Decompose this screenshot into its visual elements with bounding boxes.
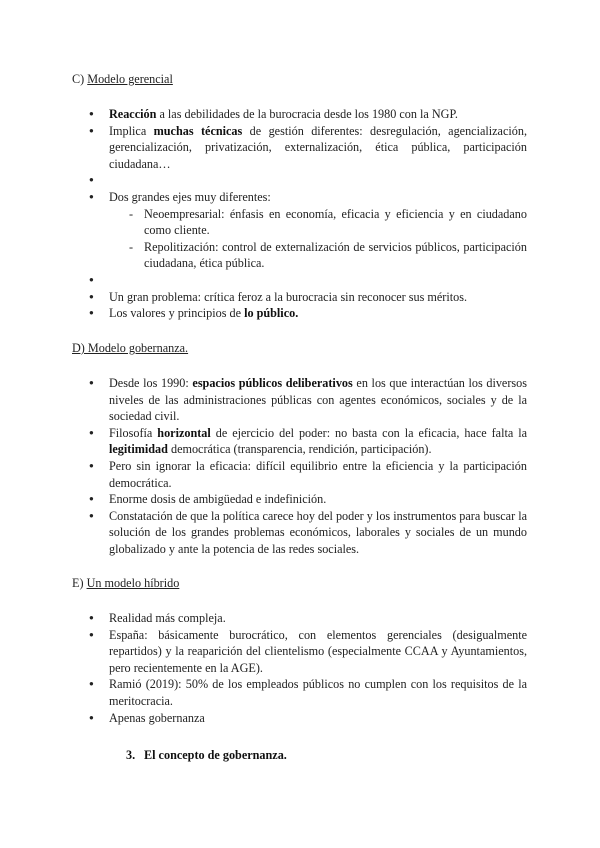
item-text: Implica (109, 123, 154, 138)
list-item (109, 710, 527, 727)
item-text: Los valores y principios de (109, 306, 245, 321)
spacer (109, 172, 527, 189)
section-c-heading (72, 71, 173, 88)
list-item (109, 305, 527, 322)
section-c-list (109, 106, 527, 322)
section-e-list (109, 610, 527, 726)
item-text: Apenas gobernanza (109, 710, 205, 725)
item-text: a las debilidades de la burocracia desde los 1980 con la NGP. (156, 107, 458, 121)
item-text: democrática (transparencia, rendición, participación). (167, 442, 432, 457)
list-item (109, 610, 527, 627)
section-3-heading (126, 747, 287, 764)
bold-text: legitimidad (109, 442, 168, 457)
bold-text: horizontal (157, 425, 211, 440)
list-item (109, 676, 527, 709)
item-text: Constatación de que la política carece hoy del poder y los instrumentos para buscar la solución de los grandes problemas económicos, laborales y sociales de un mundo globalizado y ante la potencia de las redes sociales. (109, 508, 527, 556)
section-e-heading (72, 575, 179, 592)
section-e-prefix: E) (72, 576, 87, 590)
list-item (109, 627, 527, 677)
section-e-title: Un modelo híbrido (86, 576, 180, 590)
item-text: Dos grandes ejes muy diferentes: (109, 189, 271, 204)
list-item (109, 425, 527, 458)
item-text: Un gran problema: crítica feroz a la burocracia sin reconocer sus méritos. (109, 289, 468, 304)
item-text: de ejercicio del poder: no basta con la eficacia, hace falta la (210, 425, 527, 440)
item-text: Filosofía (109, 425, 158, 440)
list-item (109, 189, 527, 272)
section-c-prefix: C) (72, 72, 88, 86)
item-text: Ramió (2019): 50% de los empleados públicos no cumplen con los requisitos de la meritocracia. (109, 677, 527, 708)
list-item (109, 508, 527, 558)
list-item (109, 289, 527, 306)
item-text: Enorme dosis de ambigüedad e indefinición. (109, 492, 327, 507)
section-c-title: Modelo gerencial (87, 72, 173, 86)
list-item (109, 106, 527, 123)
sub-list-item: - Neoempresarial: énfasis en economía, eficacia y eficiencia y en ciudadano como cliente. (144, 206, 527, 239)
item-text: Realidad más compleja. (109, 611, 226, 625)
list-item (109, 375, 527, 425)
section-3-number: 3. (126, 748, 136, 762)
sub-list-item: - Repolitización: control de externalización de servicios públicos, participación ciudadana, ética pública. (144, 239, 527, 272)
bold-text: Reacción (109, 107, 157, 121)
list-item (109, 123, 527, 173)
bold-text: lo público. (244, 306, 299, 321)
list-item (109, 458, 527, 491)
list-item (109, 491, 527, 508)
item-text: España: básicamente burocrático, con elementos gerenciales (desigualmente repartidos) y la reaparición del clientelismo (especialmente CCAA y Ayuntamientos, pero recientemente en la AGE). (109, 627, 527, 675)
item-text: en los que interactúan los diversos niveles de las administraciones públicas con agentes económicos, sociales y de la sociedad civil. (109, 376, 527, 424)
section-3-title: El concepto de gobernanza. (144, 748, 287, 762)
section-d-heading: D) Modelo gobernanza. (72, 341, 189, 355)
bold-text: espacios públicos deliberativos (192, 376, 353, 390)
sub-list (109, 206, 527, 272)
item-text: de gestión diferentes: desregulación, agencialización, gerencialización, privatización, externalización, ética pública, participación ciudadana… (109, 123, 527, 171)
spacer (109, 272, 527, 289)
bold-text: muchas técnicas (153, 123, 243, 138)
item-text: Pero sin ignorar la eficacia: difícil equilibrio entre la eficiencia y la participación democrática. (109, 458, 527, 490)
item-text: Desde los 1990: (109, 376, 193, 390)
section-d-list (109, 375, 527, 558)
